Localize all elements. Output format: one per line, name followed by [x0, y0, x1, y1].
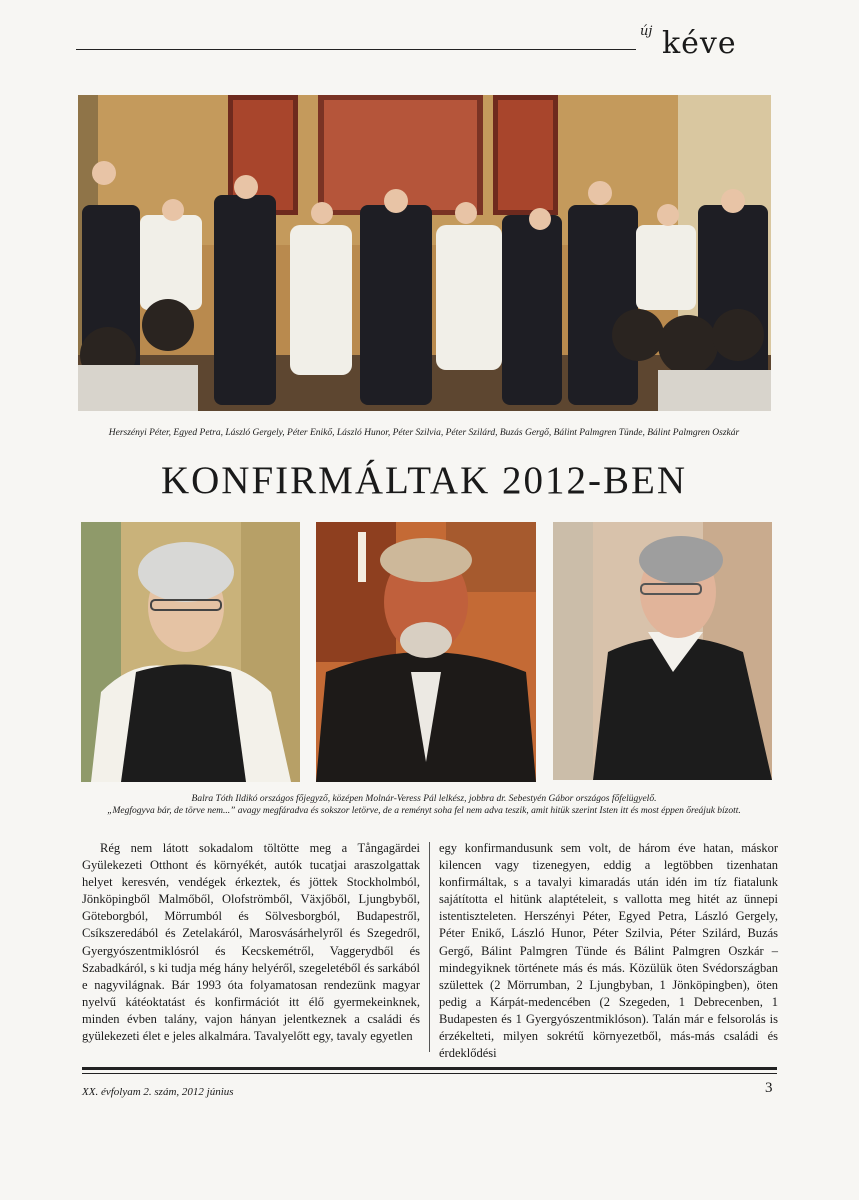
portraits-caption-line-2: „Megfogyva bár, de törve nem...” avagy megfáradva és sokszor letörve, de a reményt soha fel nem adva teszik, amit hitük szerint Isten itt és most éppen őreájuk bízott.: [107, 806, 741, 816]
article-column-right: egy konfirmandusunk sem volt, de három éve hatan, máskor kilencen vagy tizenegyen, eddig a legtöbben tizenhatan konfirmáltak, s a tavalyi kimaradás után idén im tíz fiatalunk sajátította el hitünk alaptételeit, s vallotta meg hitét az ünnepi istentiszteleten. Herszényi Péter, Egyed Petra, László Gergely, Péter Enikő, László Hunor, Péter Szilvia, Péter Szilárd, Buzás Gergő, Bálint Palmgren Tünde és Bálint Palmgren Oszkár – mindegyiknek története más és más. Közülük öten Svédországban születtek (2 Mörrumban, 2 Ljungbyban, 1 Jönköpingben), öten pedig a Kárpát-medencében (2 Szegeden, 1 Debrecenben, 1 Budapesten és 1 Gyergyószentmiklóson). Talán már e felsorolás is érzékelteti, milyen sokrétű környezetből, más-más családi és érdeklődési: [439, 841, 778, 1061]
footer-rule-thin: [82, 1073, 777, 1074]
column-divider: [429, 842, 430, 1052]
header-rule: [76, 49, 636, 50]
group-photo: [78, 95, 771, 411]
logo-small-text: új: [640, 24, 653, 39]
footer-rule-thick: [82, 1067, 777, 1070]
photo-left-portrait: [81, 522, 300, 782]
page-number: 3: [765, 1080, 773, 1096]
photo-center-portrait: [316, 522, 536, 782]
group-photo-caption: Herszényi Péter, Egyed Petra, László Gergely, Péter Enikő, László Hunor, Péter Szilvia, Péter Szilárd, Buzás Gergő, Bálint Palmgren Tünde, Bálint Palmgren Oszkár: [108, 428, 740, 438]
portraits-caption-line-1: Balra Tóth Ildikó országos főjegyző, középen Molnár-Veress Pál lelkész, jobbra dr. Sebestyén Gábor országos főfelügyelő.: [191, 794, 657, 804]
magazine-logo: [640, 22, 780, 62]
logo-title: kéve: [662, 26, 737, 61]
article-headline: KONFIRMÁLTAK 2012-BEN: [160, 459, 688, 502]
article-column-left: Rég nem látott sokadalom töltötte meg a Tångagärdei Gyülekezeti Otthont és környékét, autók tucatjai araszolgattak helyet keresvén, vendégek érkeztek, és jöttek Stockholmból, Jönköpingből Malmőből, Olofströmből, Växjőből, Ljungbyből, Göteborgból, Mörrumból és Sölvesborgból, Budapestről, Csíkszeredából és Zetelakáról, Marosvásárhelyről és Szegedről, Gyergyószentmiklósról és Kecskemétről, Vaggerydből és Szabadkáról, s ki tudja még hány helyéről, szegeletéből és sarkából e nagyvilágnak. Bár 1993 óta folyamatosan rendezünk magyar nyelvű kátéoktatást és konfirmációt itt élő gyermekeinknek, minden évben talány, vajon hányan jelentkeznek a családi és gyülekezeti élet e jeles alkalmára. Tavalyelőtt egy, tavaly egyetlen: [82, 841, 420, 1044]
issue-info: XX. évfolyam 2. szám, 2012 június: [82, 1086, 234, 1098]
portraits-caption: [76, 793, 772, 817]
photo-right-portrait: [553, 522, 772, 780]
